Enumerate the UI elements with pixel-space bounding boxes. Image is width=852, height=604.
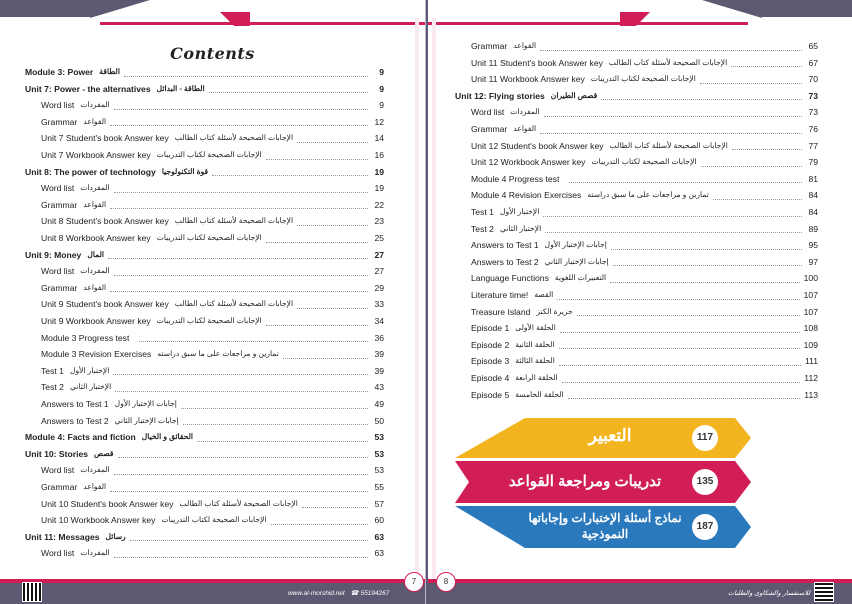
toc-dot-leader [297, 300, 368, 309]
toc-page-number: 25 [374, 233, 384, 243]
toc-dot-leader [271, 516, 368, 525]
toc-entry-arabic: قصص [94, 448, 114, 458]
qr-code-icon [22, 582, 42, 602]
toc-entry-row[interactable] [25, 264, 384, 278]
toc-entry-arabic: القواعد [513, 41, 537, 50]
footer-website-text: www.al-morshid.net [288, 590, 345, 597]
toc-page-number: 73 [808, 90, 818, 101]
toc-entry-arabic: إجابات الإختبار الثاني [544, 256, 609, 266]
toc-entry-title: Unit 8 Workbook Answer key [41, 233, 151, 243]
toc-dot-leader [540, 42, 802, 51]
toc-dot-leader [562, 374, 801, 383]
toc-page-number: 89 [808, 223, 818, 234]
toc-section-row[interactable] [25, 447, 384, 461]
toc-dot-leader [110, 200, 368, 209]
toc-dot-leader [731, 58, 802, 67]
toc-entry-arabic: الإختبار الثاني [499, 223, 542, 233]
toc-entry-arabic: الإجابات الصحيحة لكتاب التدريبات [161, 515, 267, 525]
toc-entry-arabic: قصص الطيران [550, 90, 598, 100]
right-edge-stripe [432, 18, 436, 578]
toc-entry-row[interactable] [455, 205, 818, 219]
toc-entry-arabic: المفردات [80, 183, 110, 193]
toc-entry-arabic: الإجابات الصحيحة لكتاب التدريبات [156, 150, 262, 159]
toc-entry-arabic: المفردات [80, 100, 110, 110]
toc-page-number: 43 [374, 382, 384, 393]
toc-page-number: 112 [804, 373, 818, 383]
toc-page-number: 97 [808, 256, 818, 267]
toc-dot-leader [114, 101, 368, 110]
toc-dot-leader [110, 283, 368, 292]
toc-page-number: 16 [374, 150, 384, 160]
toc-section-row[interactable] [25, 530, 384, 544]
toc-entry-row[interactable] [25, 131, 384, 145]
toc-entry-arabic: الإجابات الصحيحة لكتاب التدريبات [156, 316, 262, 325]
toc-entry-row[interactable] [25, 115, 384, 129]
banner-label: نماذج أسئلة الإختبارات وإجاباتها النموذجية [528, 511, 682, 541]
toc-entry-arabic: المال [87, 249, 104, 259]
toc-page-number: 27 [374, 249, 384, 260]
toc-page-number: 84 [808, 207, 818, 217]
toc-dot-leader [114, 549, 368, 558]
toc-entry-row[interactable] [455, 354, 818, 368]
toc-page-number: 113 [804, 389, 818, 400]
toc-page-number: 23 [374, 216, 384, 227]
toc-entry-arabic: التعبيرات اللغوية [554, 273, 607, 283]
page-gutter [425, 0, 426, 604]
toc-entry-arabic: رسائل [105, 531, 126, 541]
toc-entry-arabic: الإجابات الصحيحة لأسئلة كتاب الطالب [609, 140, 728, 150]
toc-page-number: 108 [803, 323, 818, 334]
header-pink-line-right [428, 22, 748, 25]
toc-entry-row[interactable] [455, 155, 818, 169]
toc-entry-title: Unit 12 Workbook Answer key [471, 157, 586, 168]
toc-entry-row[interactable] [455, 105, 818, 119]
toc-section-row[interactable] [25, 248, 384, 262]
toc-entry-arabic: الحلقة الأولى [515, 323, 556, 333]
toc-entry-arabic: تمارين و مراجعات على ما سبق دراسته [157, 349, 279, 359]
toc-page-number: 84 [808, 190, 818, 201]
toc-page-number: 27 [374, 266, 384, 277]
toc-entry-row[interactable] [25, 214, 384, 228]
toc-entry-title: Module 4: Facts and fiction [25, 432, 136, 443]
toc-entry-arabic: الحلقة الخامسة [515, 389, 564, 399]
toc-entry-arabic: الإجابات الصحيحة لكتاب التدريبات [590, 74, 696, 84]
toc-entry-title: Grammar [41, 482, 78, 492]
toc-entry-title: Unit 7: Power - the alternatives [25, 83, 151, 94]
toc-page-number: 109 [803, 339, 818, 350]
toc-entry-title: Word list [471, 107, 505, 118]
toc-dot-leader [283, 350, 368, 359]
toc-page-number: 36 [374, 332, 384, 343]
toc-page-number: 39 [374, 349, 384, 360]
toc-entry-title: Grammar [41, 199, 78, 210]
toc-entry-row[interactable] [455, 139, 818, 153]
toc-entry-arabic: المفردات [80, 465, 110, 475]
toc-entry-arabic: الإجابات الصحيحة لأسئلة كتاب الطالب [179, 498, 298, 508]
toc-entry-arabic: الحلقة الثانية [515, 339, 555, 349]
toc-entry-title: Test 1 [471, 207, 494, 217]
toc-entry-title: Grammar [41, 116, 78, 127]
toc-dot-leader [611, 241, 802, 250]
toc-entry-arabic: الإختبار الثاني [69, 382, 112, 392]
toc-entry-row[interactable] [25, 281, 384, 295]
toc-entry-title: Unit 9 Student's book Answer key [41, 299, 169, 310]
toc-dot-leader [114, 267, 368, 276]
toc-entry-row[interactable] [455, 39, 818, 53]
toc-dot-leader [108, 250, 368, 259]
toc-page-number: 39 [374, 365, 384, 376]
toc-page-number: 34 [374, 316, 384, 326]
toc-entry-arabic: القواعد [513, 124, 537, 133]
toc-entry-title: Word list [41, 465, 75, 476]
toc-entry-title: Episode 5 [471, 389, 510, 400]
toc-entry-row[interactable] [455, 172, 818, 186]
toc-entry-row[interactable] [455, 238, 818, 252]
toc-dot-leader [701, 158, 802, 167]
toc-entry-title: Module 3: Power [25, 67, 94, 77]
toc-dot-leader [115, 383, 368, 392]
toc-entry-arabic: الإجابات الصحيحة لكتاب التدريبات [156, 233, 262, 242]
banner-page-number: 117 [692, 425, 718, 451]
toc-dot-leader [559, 357, 801, 366]
toc-entry-row[interactable] [455, 305, 818, 319]
toc-dot-leader [545, 224, 802, 233]
toc-entry-row[interactable] [25, 463, 384, 477]
toc-page-number: 55 [374, 482, 384, 492]
toc-entry-title: Answers to Test 1 [471, 240, 539, 251]
toc-entry-title: Word list [41, 266, 75, 277]
toc-entry-title: Grammar [471, 124, 508, 134]
toc-dot-leader [601, 91, 802, 100]
toc-page-number: 49 [374, 399, 384, 409]
toc-page-number: 12 [374, 116, 384, 127]
toc-entry-row[interactable] [455, 122, 818, 136]
toc-dot-leader [559, 340, 800, 349]
toc-entry-arabic: القواعد [83, 199, 107, 209]
toc-entry-row[interactable] [455, 56, 818, 70]
toc-entry-title: Unit 12: Flying stories [455, 90, 545, 101]
toc-entry-arabic: جزيرة الكنز [536, 306, 573, 316]
banner-label: التعبير [588, 426, 632, 445]
toc-dot-leader [209, 84, 368, 93]
toc-dot-leader [266, 317, 368, 326]
toc-page-number: 107 [803, 290, 818, 300]
toc-section-row[interactable] [25, 430, 384, 444]
toc-entry-arabic: إجابات الإختبار الأول [544, 240, 607, 250]
toc-dot-leader [139, 333, 368, 342]
toc-dot-leader [577, 307, 800, 316]
toc-entry-arabic: الحقائق و الخيال [141, 432, 194, 442]
toc-entry-row[interactable] [25, 148, 384, 162]
toc-entry-arabic: القواعد [83, 282, 107, 292]
toc-entry-row[interactable] [25, 347, 384, 361]
toc-entry-title: Unit 9 Workbook Answer key [41, 316, 151, 326]
header-pink-line-left [100, 22, 425, 25]
toc-page-number: 9 [379, 83, 384, 94]
toc-entry-row[interactable] [455, 72, 818, 86]
toc-section-row[interactable] [25, 165, 384, 179]
toc-dot-leader [713, 191, 802, 200]
toc-dot-leader [266, 151, 368, 160]
toc-dot-leader [124, 68, 368, 77]
toc-entry-row[interactable] [25, 297, 384, 311]
toc-entry-row[interactable] [455, 388, 818, 402]
toc-section-row[interactable] [25, 65, 384, 79]
toc-entry-title: Unit 7 Student's book Answer key [41, 133, 169, 144]
toc-page-number: 95 [808, 240, 818, 251]
toc-entry-arabic: الإجابات الصحيحة لأسئلة كتاب الطالب [608, 57, 728, 67]
toc-entry-title: Word list [41, 183, 75, 194]
toc-section-row[interactable] [25, 82, 384, 96]
toc-dot-leader [557, 291, 799, 300]
toc-entry-title: Unit 10 Student's book Answer key [41, 498, 174, 509]
toc-page-number: 9 [379, 67, 384, 77]
toc-entry-row[interactable] [455, 222, 818, 236]
toc-entry-title: Word list [41, 548, 75, 559]
toc-dot-leader [610, 274, 800, 283]
toc-dot-leader [114, 466, 368, 475]
toc-entry-row[interactable] [25, 380, 384, 394]
toc-entry-title: Module 3 Revision Exercises [41, 349, 152, 360]
toc-entry-title: Unit 7 Workbook Answer key [41, 150, 151, 160]
toc-entry-title: Unit 12 Student's book Answer key [471, 140, 604, 151]
toc-dot-leader [302, 499, 368, 508]
toc-page-number: 79 [808, 157, 818, 168]
toc-entry-title: Episode 3 [471, 356, 510, 367]
toc-page-number: 65 [808, 41, 818, 51]
toc-section-row[interactable] [455, 89, 818, 103]
footer-pink-line-left [0, 579, 425, 583]
toc-page-number: 77 [808, 140, 818, 151]
toc-entry-title: Unit 11: Messages [25, 531, 100, 542]
toc-entry-title: Module 3 Progress test [41, 332, 130, 343]
toc-dot-leader [130, 532, 368, 541]
toc-entry-title: Unit 8 Student's book Answer key [41, 216, 169, 227]
toc-entry-title: Literature time! [471, 290, 529, 300]
banner-label: تدريبات ومراجعة القواعد [508, 473, 662, 490]
toc-entry-arabic: تمارين و مراجعات على ما سبق دراسته [587, 190, 709, 200]
footer-phone-text: 55194267 [360, 590, 390, 597]
toc-entry-title: Unit 10 Workbook Answer key [41, 515, 156, 526]
page-number-left: 7 [404, 572, 424, 592]
toc-page-number: 63 [374, 548, 384, 559]
toc-entry-title: Answers to Test 2 [471, 256, 539, 267]
footer-pink-line-right [428, 579, 852, 583]
toc-entry-title: Word list [41, 100, 75, 111]
toc-entry-arabic: القواعد [83, 116, 107, 126]
toc-entry-title: Episode 4 [471, 373, 510, 383]
toc-entry-title: Module 4 Progress test [471, 173, 560, 184]
toc-entry-title: Module 4 Revision Exercises [471, 190, 582, 201]
toc-entry-row[interactable] [25, 314, 384, 328]
toc-page-number: 19 [374, 183, 384, 194]
toc-entry-arabic: إجابات الإختبار الأول [114, 399, 177, 408]
toc-page-number: 29 [374, 282, 384, 293]
toc-page-number: 53 [374, 432, 384, 443]
toc-entry-row[interactable] [25, 98, 384, 112]
toc-entry-row[interactable] [455, 321, 818, 335]
toc-entry-title: Episode 2 [471, 339, 510, 350]
toc-entry-arabic: المفردات [80, 548, 110, 558]
toc-page-number: 67 [808, 57, 818, 68]
toc-entry-title: Episode 1 [471, 323, 510, 334]
footer-website [288, 589, 389, 597]
toc-entry-row[interactable] [25, 513, 384, 527]
toc-entry-title: Test 2 [471, 223, 494, 234]
toc-dot-leader [118, 449, 368, 458]
toc-entry-arabic: الإجابات الصحيحة لكتاب التدريبات [591, 157, 697, 167]
toc-dot-leader [297, 134, 368, 143]
toc-entry-title: Grammar [471, 41, 508, 51]
toc-entry-title: Unit 11 Student's book Answer key [471, 57, 603, 68]
toc-entry-arabic: الإجابات الصحيحة لأسئلة كتاب الطالب [174, 133, 294, 143]
toc-dot-leader [700, 75, 802, 84]
toc-dot-leader [569, 174, 802, 183]
toc-dot-leader [113, 366, 368, 375]
toc-entry-row[interactable] [455, 371, 818, 385]
toc-entry-arabic: القواعد [83, 482, 107, 491]
toc-page-number: 57 [374, 498, 384, 509]
toc-entry-arabic: المفردات [80, 266, 110, 276]
toc-dot-leader [543, 208, 802, 217]
toc-entry-row[interactable] [25, 546, 384, 560]
toc-entry-arabic: الإختبار الأول [69, 365, 110, 375]
toc-entry-row[interactable] [455, 188, 818, 202]
toc-entry-title: Unit 11 Workbook Answer key [471, 74, 585, 85]
toc-dot-leader [540, 125, 802, 134]
toc-entry-title: Test 2 [41, 382, 64, 393]
header-pink-tab-right [620, 12, 650, 26]
toc-entry-title: Unit 10: Stories [25, 448, 89, 459]
toc-entry-row[interactable] [25, 198, 384, 212]
toc-entry-arabic: الطاقة [99, 67, 120, 76]
toc-entry-row[interactable] [455, 255, 818, 269]
toc-dot-leader [114, 184, 368, 193]
left-page [0, 0, 425, 604]
toc-dot-leader [197, 433, 368, 442]
toc-page-number: 53 [374, 448, 384, 459]
toc-entry-row[interactable] [455, 288, 818, 302]
toc-entry-title: Test 1 [41, 365, 64, 376]
toc-page-number: 33 [374, 299, 384, 310]
header-pink-tab-left [220, 12, 250, 26]
toc-dot-leader [212, 167, 368, 176]
toc-entry-row[interactable] [25, 397, 384, 411]
toc-dot-leader [544, 108, 802, 117]
toc-entry-row[interactable] [25, 364, 384, 378]
toc-dot-leader [110, 483, 368, 492]
toc-entry-arabic: القصة [534, 290, 554, 299]
toc-dot-leader [732, 141, 802, 150]
header-bar-right [762, 0, 852, 17]
toc-dot-leader [110, 117, 368, 126]
toc-dot-leader [297, 217, 368, 226]
toc-dot-leader [560, 324, 800, 333]
toc-page-number: 14 [374, 133, 384, 144]
banner-page-number: 135 [692, 469, 718, 495]
left-edge-stripe [415, 18, 419, 578]
toc-entry-arabic: قوة التكنولوجيا [161, 166, 209, 176]
toc-page-number: 70 [808, 74, 818, 85]
toc-entry-arabic: الإجابات الصحيحة لأسئلة كتاب الطالب [174, 216, 294, 226]
toc-page-number: 111 [804, 356, 818, 367]
toc-entry-title: Treasure Island [471, 306, 531, 317]
footer-inquiries-text: للاستفسار والشكاوى والطلبات [728, 590, 811, 597]
qr-code-icon [814, 582, 834, 602]
toc-page-number: 50 [374, 415, 384, 426]
toc-entry-row[interactable] [455, 271, 818, 285]
toc-entry-title: Unit 8: The power of technology [25, 166, 156, 177]
toc-page-number: 19 [374, 166, 384, 177]
toc-entry-arabic: المفردات [510, 107, 540, 117]
toc-entry-title: Unit 9: Money [25, 249, 82, 260]
page-number-right: 8 [436, 572, 456, 592]
toc-dot-leader [266, 234, 368, 243]
header-wedge-right [702, 0, 762, 18]
toc-entry-arabic: الحلقة الثالثة [515, 356, 555, 366]
header-wedge-left [90, 0, 150, 18]
toc-page-number: 100 [803, 273, 818, 284]
header-bar-left [0, 0, 90, 17]
toc-dot-leader [183, 416, 368, 425]
toc-entry-arabic: الإجابات الصحيحة لأسئلة كتاب الطالب [174, 299, 294, 309]
toc-dot-leader [613, 257, 802, 266]
toc-entry-row[interactable] [25, 414, 384, 428]
toc-page-number: 53 [374, 465, 384, 476]
banner-page-number: 187 [692, 514, 718, 540]
phone-icon: ☎ [350, 590, 359, 597]
toc-page-number: 60 [374, 515, 384, 526]
toc-page-number: 22 [374, 199, 384, 210]
toc-page-number: 81 [808, 173, 818, 184]
toc-page-number: 9 [379, 100, 384, 111]
toc-entry-title: Language Functions [471, 273, 549, 284]
toc-entry-row[interactable] [25, 331, 384, 345]
toc-entry-title: Answers to Test 2 [41, 415, 109, 426]
toc-entry-row[interactable] [455, 338, 818, 352]
toc-page-number: 73 [808, 107, 818, 118]
toc-entry-title: Answers to Test 1 [41, 399, 109, 409]
toc-page-number: 76 [808, 124, 818, 134]
toc-page-number: 107 [803, 306, 818, 317]
toc-entry-row[interactable] [25, 181, 384, 195]
toc-entry-title: Grammar [41, 282, 78, 293]
toc-entry-arabic: الطاقة - البدائل [156, 83, 205, 93]
toc-entry-row[interactable] [25, 497, 384, 511]
toc-entry-arabic: الحلقة الرابعة [515, 373, 558, 382]
toc-entry-row[interactable] [25, 231, 384, 245]
toc-entry-arabic: إجابات الإختبار الثاني [114, 415, 179, 425]
toc-entry-row[interactable] [25, 480, 384, 494]
toc-entry-arabic: الإختبار الأول [499, 207, 540, 216]
toc-dot-leader [181, 400, 368, 409]
toc-page-number: 63 [374, 531, 384, 542]
page-title: Contents [170, 44, 255, 63]
toc-dot-leader [568, 390, 801, 399]
